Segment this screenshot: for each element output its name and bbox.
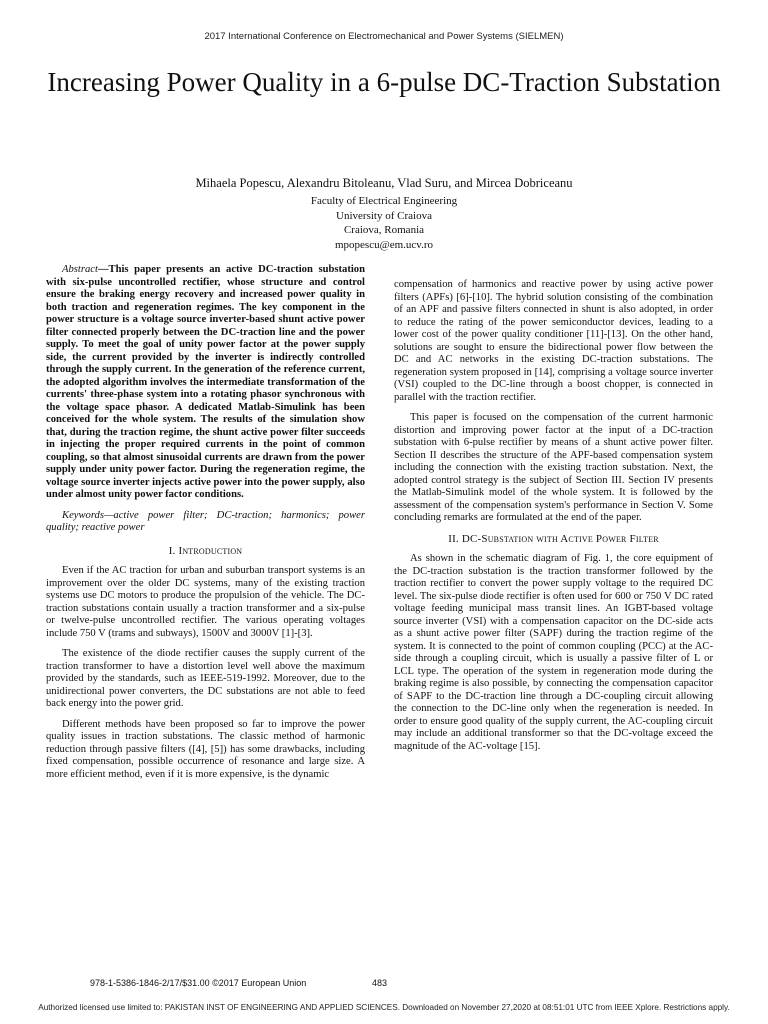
abstract-text: —This paper presents an active DC-traction substation with six-pulse uncontrolled rectifier, whose structure and control ensure the braking energy recovery and increased power quality in both traction and regeneration regimes. The key component in the power structure is a voltage source inverter-based shunt active power filter connected properly between the DC-traction line and the power supply. To meet the goal of unity power factor at the power supply side, the current provided by the inverter is indirectly controlled through the supply current. In the generation of the reference current, the adopted algorithm involves the intermediate transformation of the currents' three-phase system into a rotating phasor synchronous with the voltage space phasor. A dedicated Matlab-Simulink has been conceived for the whole system. The results of the simulation show that, during the traction regime, the shunt active power filter succeeds in injecting the proper required currents in the point of common coupling, so that almost sinusoidal currents are drawn from the power supply under unity power factor. During the regeneration regime, the voltage source inverter injects active power into the power supply, also under almost unity power factor conditions. [46, 264, 365, 500]
keywords: Keywords—active power filter; DC-traction; harmonics; power quality; reactive power [46, 509, 365, 533]
paragraph: The existence of the diode rectifier causes the supply current of the traction transformer to have a distortion level well above the maximum provided by the standards, such as IEEE-519-1992. Moreover, due to the unidirectional power converters, the DC substations are not able to feed back energy into the power grid. [46, 648, 365, 709]
affiliation-block [0, 194, 768, 252]
affiliation-location: Craiova, Romania [343, 224, 425, 236]
section-heading-dc-substation: II. DC-Substation with Active Power Filter [448, 532, 659, 545]
paragraph: compensation of harmonics and reactive power by using active power filters (APFs) [6]-[10]. The hybrid solution consisting of the combination of an APF and passive filters connected in shunt is also adopted, in order to reduce the rating of the power semiconductor devices, leading to a lower cost of the power quality conditioner [11]-[13]. On the other hand, solutions are sought to ensure the bidirectional power flow between the DC and AC networks in the existing DC-traction substations. The regeneration system proposed in [14], comprising a voltage source inverter (VSI) coupled to the DC-line through a boost chopper, is connected in parallel with the traction rectifier. [394, 279, 713, 403]
affiliation-university: University of Craiova [336, 209, 432, 222]
affiliation-faculty: Faculty of Electrical Engineering [310, 195, 458, 207]
author-email[interactable]: mpopescu@em.ucv.ro [334, 238, 433, 251]
right-column [394, 279, 713, 761]
left-column [46, 264, 365, 789]
paper-title: Increasing Power Quality in a 6-pulse DC-Traction Substation [47, 67, 721, 97]
section-heading-introduction: I. Introduction [168, 544, 243, 557]
footer-isbn: 978-1-5386-1846-2/17/$31.00 ©2017 European Union [90, 978, 307, 988]
conference-header: 2017 International Conference on Electromechanical and Power Systems (SIELMEN) [204, 31, 564, 42]
paragraph: Even if the AC traction for urban and suburban transport systems is an improvement over the older DC systems, many of the existing traction systems use DC motors to produce the propulsion of the vehicle. The DC-traction substations contain usually a traction transformer and a six-pulse or twelve-pulse uncontrolled rectifier. The various operating voltages include 750 V (trams and subways), 1500V and 3000V [1]-[3]. [46, 565, 365, 639]
paragraph: This paper is focused on the compensation of the current harmonic distortion and improving power factor at the input of a DC-traction substation with 6-pulse rectifier by means of a shunt active power filter. Section II describes the structure of the APF-based compensation system including the connection with the existing traction substation. Next, the adopted control strategy is the subject of Section III. Section IV presents the Matlab-Simulink model of the whole system. It is followed by the assessment of the compensation system's performance in Section V. Some concluding remarks are formulated at the end of the paper. [394, 412, 713, 523]
paragraph: As shown in the schematic diagram of Fig. 1, the core equipment of the DC-traction substation is the traction transformer followed by the traction rectifier to convert the power supply voltage to the required DC level. The six-pulse diode rectifier is often used for 600 or 750 V DC rated voltage feeding municipal mass transit lines. An IGBT-based voltage source inverter (VSI) with a compensation capacitor on the DC-side acts as a shunt active power filter (SAPF) during the traction regime of the system. It is connected to the point of common coupling (PCC) at the AC-side through a coupling circuit, which is usually a passive filter of L or LCL type. The operation of the system in regeneration mode during the braking regime is also possible, by connecting the compensation capacitor of SAPF to the DC-traction line through a DC-coupling circuit allowing the connection to the DC-line only when the regeneration is needed. In order to ensure good quality of the supply current, the AC-coupling circuit may include an additional transformer so that the DC-voltage exceed the magnitude of the AC-voltage [15]. [394, 553, 713, 752]
author-list: Mihaela Popescu, Alexandru Bitoleanu, Vlad Suru, and Mircea Dobriceanu [195, 176, 573, 190]
abstract-lead: Abstract [62, 264, 98, 275]
page-number: 483 [372, 978, 388, 988]
license-notice: Authorized licensed use limited to: PAKISTAN INST OF ENGINEERING AND APPLIED SCIENCES. Downloaded on November 27,2020 at 08:51:01 UTC from IEEE Xplore. Restrictions apply. [38, 1003, 730, 1012]
paragraph: Different methods have been proposed so far to improve the power quality issues in traction substations. The classic method of harmonic reduction through passive filters ([4], [5]) has some drawbacks, including fixed compensation, possible occurrence of resonance and large size. A more efficient method, even if it is more expensive, is the dynamic [46, 718, 365, 780]
abstract [46, 264, 365, 502]
